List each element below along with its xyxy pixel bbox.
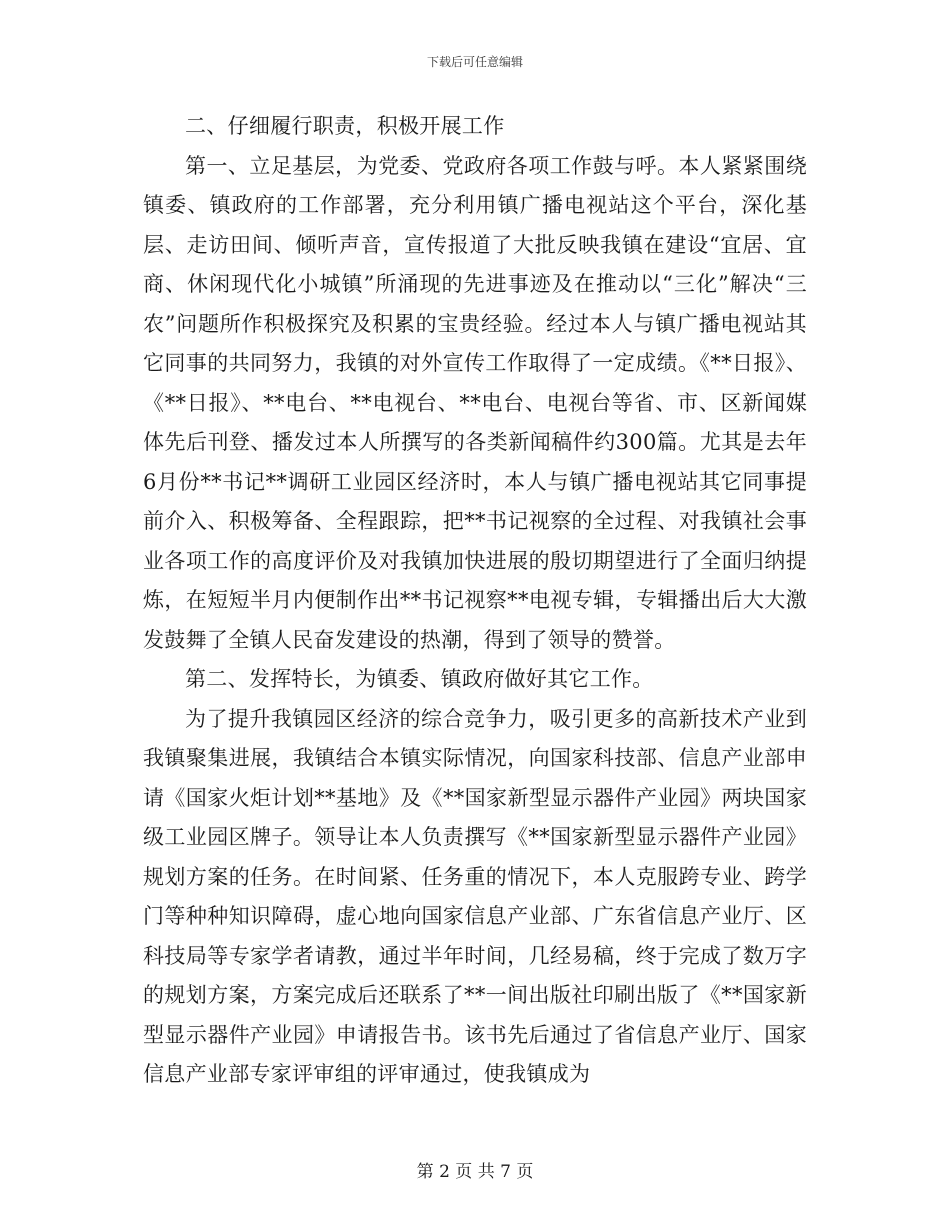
document-body <box>143 107 807 1095</box>
paragraph: 第一、立足基层，为党委、党政府各项工作鼓与呼。本人紧紧围绕镇委、镇政府的工作部署，充分利用镇广播电视站这个平台，深化基层、走访田间、倾听声音，宣传报道了大批反映我镇在建设“宜居、宜商、休闲现代化小城镇”所涌现的先进事迹及在推动以“三化”解决“三农”问题所作积极探究及积累的宝贵经验。经过本人与镇广播电视站其它同事的共同努力，我镇的对外宣传工作取得了一定成绩。《**日报》、《**日报》、**电台、**电视台、**电台、电视台等省、市、区新闻媒体先后刊登、播发过本人所撰写的各类新闻稿件约300篇。尤其是去年6月份**书记**调研工业园区经济时，本人与镇广播电视站其它同事提前介入、积极筹备、全程跟踪，把**书记视察的全过程、对我镇社会事业各项工作的高度评价及对我镇加快进展的殷切期望进行了全面归纳提炼，在短短半月内便制作出**书记视察**电视专辑，专辑播出后大大激发鼓舞了全镇人民奋发建设的热潮，得到了领导的赞誉。 <box>143 153 807 652</box>
paragraph: 为了提升我镇园区经济的综合竞争力，吸引更多的高新技术产业到我镇聚集进展，我镇结合本镇实际情况，向国家科技部、信息产业部申请《国家火炬计划**基地》及《**国家新型显示器件产业园》两块国家级工业园区牌子。领导让本人负责撰写《**国家新型显示器件产业园》规划方案的任务。在时间紧、任务重的情况下，本人克服跨专业、跨学门等种种知识障碍，虚心地向国家信息产业部、广东省信息产业厅、区科技局等专家学者请教，通过半年时间，几经易稿，终于完成了数万字的规划方案，方案完成后还联系了**一间出版社印刷出版了《**国家新型显示器件产业园》申请报告书。该书先后通过了省信息产业厅、国家信息产业部专家评审组的评审通过，使我镇成为 <box>143 706 807 1086</box>
section-heading: 二、仔细履行职责，积极开展工作 <box>185 114 505 138</box>
paragraph: 第二、发挥特长，为镇委、镇政府做好其它工作。 <box>185 667 654 691</box>
page-number-footer: 第 2 页 共 7 页 <box>416 1162 534 1182</box>
page-header: 下载后可任意编辑 <box>426 55 523 69</box>
